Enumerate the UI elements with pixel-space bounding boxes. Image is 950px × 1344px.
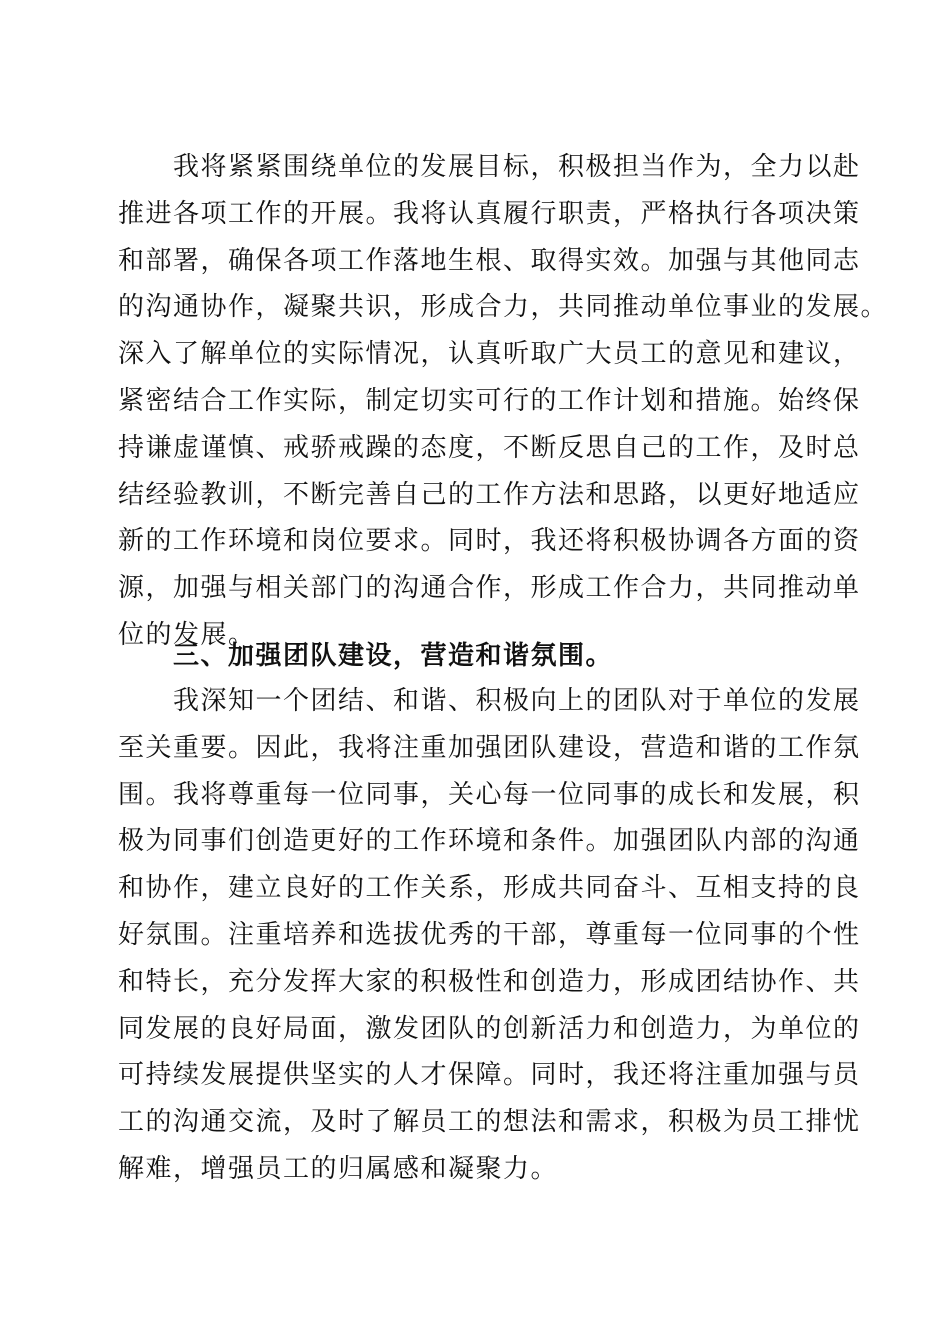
text-line: 源，加强与相关部门的沟通合作，形成工作合力，共同推动单 [118,573,861,604]
paragraph-team-building [118,678,861,1193]
text-line: 深入了解单位的实际情况，认真听取广大员工的意见和建议， [118,339,861,370]
text-line: 围。我将尊重每一位同事，关心每一位同事的成长和发展，积 [118,779,861,810]
text-line: 我深知一个团结、和谐、积极向上的团队对于单位的发展 [118,686,861,716]
section-heading [118,633,834,680]
text-line: 好氛围。注重培养和选拔优秀的干部，尊重每一位同事的个性 [118,919,861,950]
text-line: 位的发展。 [118,619,256,650]
text-line: 和特长，充分发挥大家的积极性和创造力，形成团结协作、共 [118,966,861,997]
text-line: 工的沟通交流，及时了解员工的想法和需求，积极为员工排忧 [118,1107,861,1138]
text-line: 和协作，建立良好的工作关系，形成共同奋斗、互相支持的良 [118,873,861,904]
text-line: 的沟通协作，凝聚共识，形成合力，共同推动单位事业的发展。 [118,292,889,323]
text-line: 可持续发展提供坚实的人才保障。同时，我还将注重加强与员 [118,1060,861,1091]
text-line: 结经验教训，不断完善自己的工作方法和思路，以更好地适应 [118,479,861,510]
text-line: 至关重要。因此，我将注重加强团队建设，营造和谐的工作氛 [118,732,861,763]
text-line: 紧密结合工作实际，制定切实可行的工作计划和措施。始终保 [118,385,861,416]
text-line: 极为同事们创造更好的工作环境和条件。加强团队内部的沟通 [118,826,861,857]
text-line: 和部署，确保各项工作落地生根、取得实效。加强与其他同志 [118,245,861,276]
text-line: 同发展的良好局面，激发团队的创新活力和创造力，为单位的 [118,1013,861,1044]
heading-text: 三、加强团队建设，营造和谐氛围。 [118,641,614,671]
text-line: 推进各项工作的开展。我将认真履行职责，严格执行各项决策 [118,198,861,229]
text-line: 新的工作环境和岗位要求。同时，我还将积极协调各方面的资 [118,526,861,557]
text-line: 我将紧紧围绕单位的发展目标，积极担当作为，全力以赴 [118,152,861,182]
paragraph-commitment [118,144,889,659]
text-line: 解难，增强员工的归属感和凝聚力。 [118,1153,559,1184]
text-line: 持谦虚谨慎、戒骄戒躁的态度，不断反思自己的工作，及时总 [118,432,861,463]
